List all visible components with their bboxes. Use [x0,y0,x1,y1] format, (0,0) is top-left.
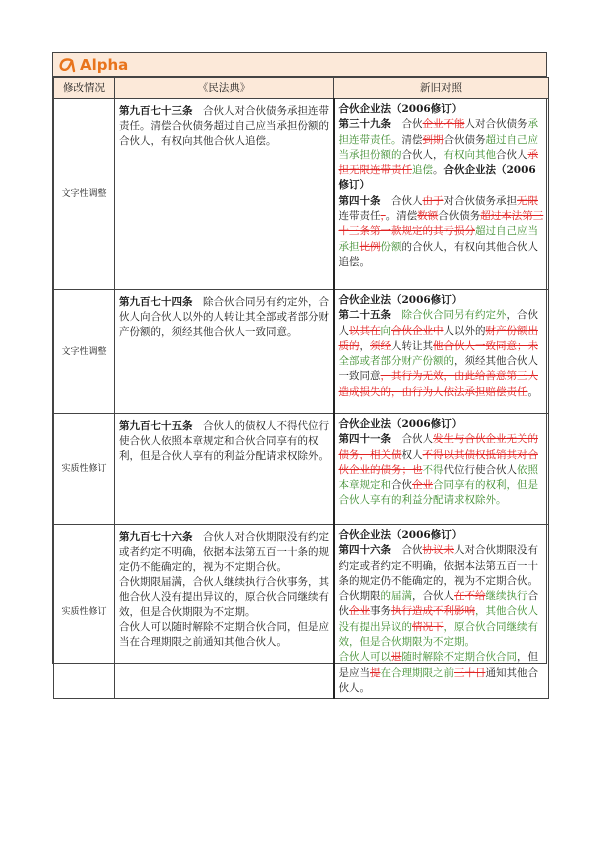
deleted-text: 到期 [422,133,444,146]
comparison-paragraph [339,117,545,193]
unchanged-text: 。 [433,164,444,177]
unchanged-text: 合伙 [338,590,538,618]
added-text: 超过自己应当承担份额的 [338,133,538,161]
comparison-document [52,52,547,694]
deleted-text: 发生与合伙企业无关的债务，相关债 [338,433,538,461]
old-new-comparison [334,99,549,290]
deleted-text: 企业不能 [422,118,465,131]
heading-text: 第二十五条 [338,309,391,322]
added-text: 有权向其他 [443,148,496,161]
heading-text: 合伙企业法（2006修订） [338,529,463,541]
deleted-text: 执行造成不利影响 [391,605,475,618]
table-row [54,290,549,414]
added-text: 合同享有的权利，但是合伙人享有的利益分配请求权除外。 [338,479,538,507]
added-text: 的届满 [380,590,412,603]
article-number: 第九百七十六条 [119,531,193,543]
deleted-text: 超过本法第三十三条第一款规定的其亏损分 [338,210,544,238]
heading-text: 合伙企业法（2006修订） [338,418,463,430]
added-text: 随时解除不定期合伙合同 [401,651,517,664]
alpha-logo-icon [57,55,77,75]
deleted-text: 他合伙人一致同意；未 [433,339,538,352]
table-row [54,99,549,290]
deleted-text: 协议未 [422,544,454,557]
revision-kind: 文字性调整 [54,290,115,414]
heading-text: 第四十条 [338,194,381,207]
revision-kind: 文字性调整 [54,99,115,290]
unchanged-text: 对合伙债务承担 [443,194,517,207]
added-text: ，其他合伙人没有提出异议的 [338,605,538,633]
article-paragraph [119,620,330,650]
deleted-text: 三十日 [454,666,486,679]
added-text: 除合伙合同另有约定外 [391,309,507,322]
header-kind: 修改情况 [54,78,115,99]
heading-text: 合伙企业法（2006修订） [338,294,463,306]
deleted-text: 以其在 [349,324,381,337]
article-text: 合伙人的债权人不得代位行使合伙人依照本章规定和合伙合同享有的权利，但是合伙人享有的利益分配请求权除外。 [119,420,329,462]
table-row [54,525,549,699]
deleted-text: 在不给 [454,590,486,603]
unchanged-text: 合伙债务 [443,133,486,146]
unchanged-text: 合伙债务 [438,210,481,223]
added-text: 超过自己应当承担 [338,225,538,253]
old-new-comparison [334,525,549,699]
deleted-text: ，其行为无效，由此给善意第三人造成损失的，由行为人依法承担赔偿责任 [338,370,538,398]
deleted-text: 情况下 [412,620,444,633]
added-text: 继续执行 [485,590,528,603]
comparison-paragraph [339,308,545,400]
unchanged-text: 清偿 [401,133,423,146]
unchanged-text: 的合伙人，有权向其他合伙人追偿。 [338,240,538,268]
civil-code-article [115,414,334,525]
unchanged-text: 人对合伙债务 [464,118,528,131]
article-paragraph [119,419,330,464]
added-text: 在合理期限之前 [380,666,454,679]
deleted-text: 数额 [417,210,439,223]
article-paragraph [119,104,330,149]
civil-code-article [115,290,334,414]
unchanged-text: 通知其他合伙人。 [338,666,538,694]
comparison-paragraph [339,528,545,543]
unchanged-text: 代位行使合伙人 [443,463,517,476]
added-text: ，原合伙合同继续有效，但是合伙期限为不定期。 [338,620,538,649]
deleted-text: 企业 [349,605,370,618]
added-text: 全部或者部分财产份额的 [338,355,454,368]
unchanged-text: 权人 [401,448,423,461]
unchanged-text: 合伙人 [380,194,423,207]
comparison-table [53,77,549,699]
unchanged-text: 合伙 [391,544,423,557]
added-text: 依照本章规定和 [338,463,538,492]
deleted-text: 比例 [359,240,381,253]
unchanged-text: ，合伙人 [338,309,538,337]
added-text: 承担连带责任。 [338,118,538,146]
unchanged-text: 合伙期限 [338,590,381,603]
added-text: 不得 [422,463,444,476]
article-number: 第九百七十三条 [119,105,193,117]
logo-bar [53,53,546,77]
deleted-text: 承担无限连带责任 [338,148,538,177]
table-row [54,414,549,525]
unchanged-text: ，须经其他合伙人一致同意 [338,355,538,383]
unchanged-text: 合伙 [391,479,412,492]
header-civil-code: 《民法典》 [115,78,334,99]
heading-text: 第三十九条 [338,118,391,131]
civil-code-article [115,99,334,290]
revision-kind: 实质性修订 [54,414,115,525]
unchanged-text: 人对合伙期限没有约定或者约定不明确，依据本法第五百一十条的规定仍不能确定的，视为不定期合伙。 [338,544,538,587]
article-text: 合伙人可以随时解除不定期合伙合同，但是应当在合理期限之前通知其他合伙人。 [119,621,329,648]
article-number: 第九百七十五条 [119,420,193,432]
revision-kind: 实质性修订 [54,525,115,699]
heading-text: 合伙企业法（2006修订） [338,164,536,192]
unchanged-text: ，但是应当 [338,651,538,679]
unchanged-text: 合伙 [391,118,423,131]
unchanged-text: ， [359,339,370,352]
unchanged-text: 人转让其 [391,339,433,352]
deleted-text: 由于 [422,194,444,207]
unchanged-text: 连带责任 [338,210,381,223]
article-paragraph [119,295,330,340]
deleted-text: 财产份额出质的 [338,324,538,352]
article-number: 第九百七十四条 [119,296,193,308]
comparison-paragraph [339,589,545,650]
unchanged-text: 。 [527,385,538,398]
old-new-comparison [334,290,549,414]
article-text: 合伙期限届满，合伙人继续执行合伙事务，其他合伙人没有提出异议的，原合伙合同继续有效，但是合伙期限为不定期。 [119,576,329,618]
article-text: 合伙人对合伙期限没有约定或者约定不明确，依据本法第五百一十条的规定仍不能确定的，视为不定期合伙。 [119,531,329,573]
deleted-text: ， [380,210,386,223]
comparison-paragraph [339,194,545,270]
deleted-text: 须经 [370,339,391,352]
comparison-paragraph [339,543,545,589]
header-compare: 新旧对照 [334,78,549,99]
unchanged-text: 合伙人， [401,148,444,161]
added-text: 追偿 [412,164,433,177]
heading-text: 合伙企业法（2006修订） [338,103,463,115]
article-text: 除合伙合同另有约定外，合伙人向合伙人以外的人转让其全部或者部分财产份额的，须经其他合伙人一致同意。 [119,296,329,338]
deleted-text: 退 [391,651,402,664]
article-paragraph [119,530,330,575]
unchanged-text: 合伙人 [496,148,528,161]
heading-text: 第四十六条 [338,544,391,557]
deleted-text: 不得以其债权抵销其对合伙企业的债务；也 [338,448,538,476]
deleted-text: 企业 [412,479,433,492]
article-text: 合伙人对合伙债务承担连带责任。清偿合伙债务超过自己应当承担份额的合伙人，有权向其他合伙人追偿。 [119,105,329,147]
article-paragraph [119,575,330,620]
deleted-text: 提 [370,666,381,679]
civil-code-article [115,525,334,699]
unchanged-text: ，合伙人 [412,590,454,603]
unchanged-text: 事务 [370,605,391,618]
deleted-text: 合伙企业中 [391,324,444,337]
comparison-paragraph [339,102,545,117]
added-text: 向 [380,324,391,337]
brand-logo [57,55,128,75]
added-text: 份额 [380,240,402,253]
comparison-paragraph [339,432,545,508]
unchanged-text: 人以外的 [443,324,486,337]
comparison-paragraph [339,650,545,696]
header-row [54,78,549,99]
added-text: 合伙人可以 [338,651,391,664]
comparison-paragraph [339,417,545,432]
brand-name: Alpha [80,56,129,74]
old-new-comparison [334,414,549,525]
heading-text: 第四十一条 [338,433,391,446]
comparison-paragraph [339,293,545,308]
deleted-text: 无限 [517,194,538,207]
unchanged-text: 合伙人 [391,433,433,446]
unchanged-text: 。清偿 [385,210,418,223]
